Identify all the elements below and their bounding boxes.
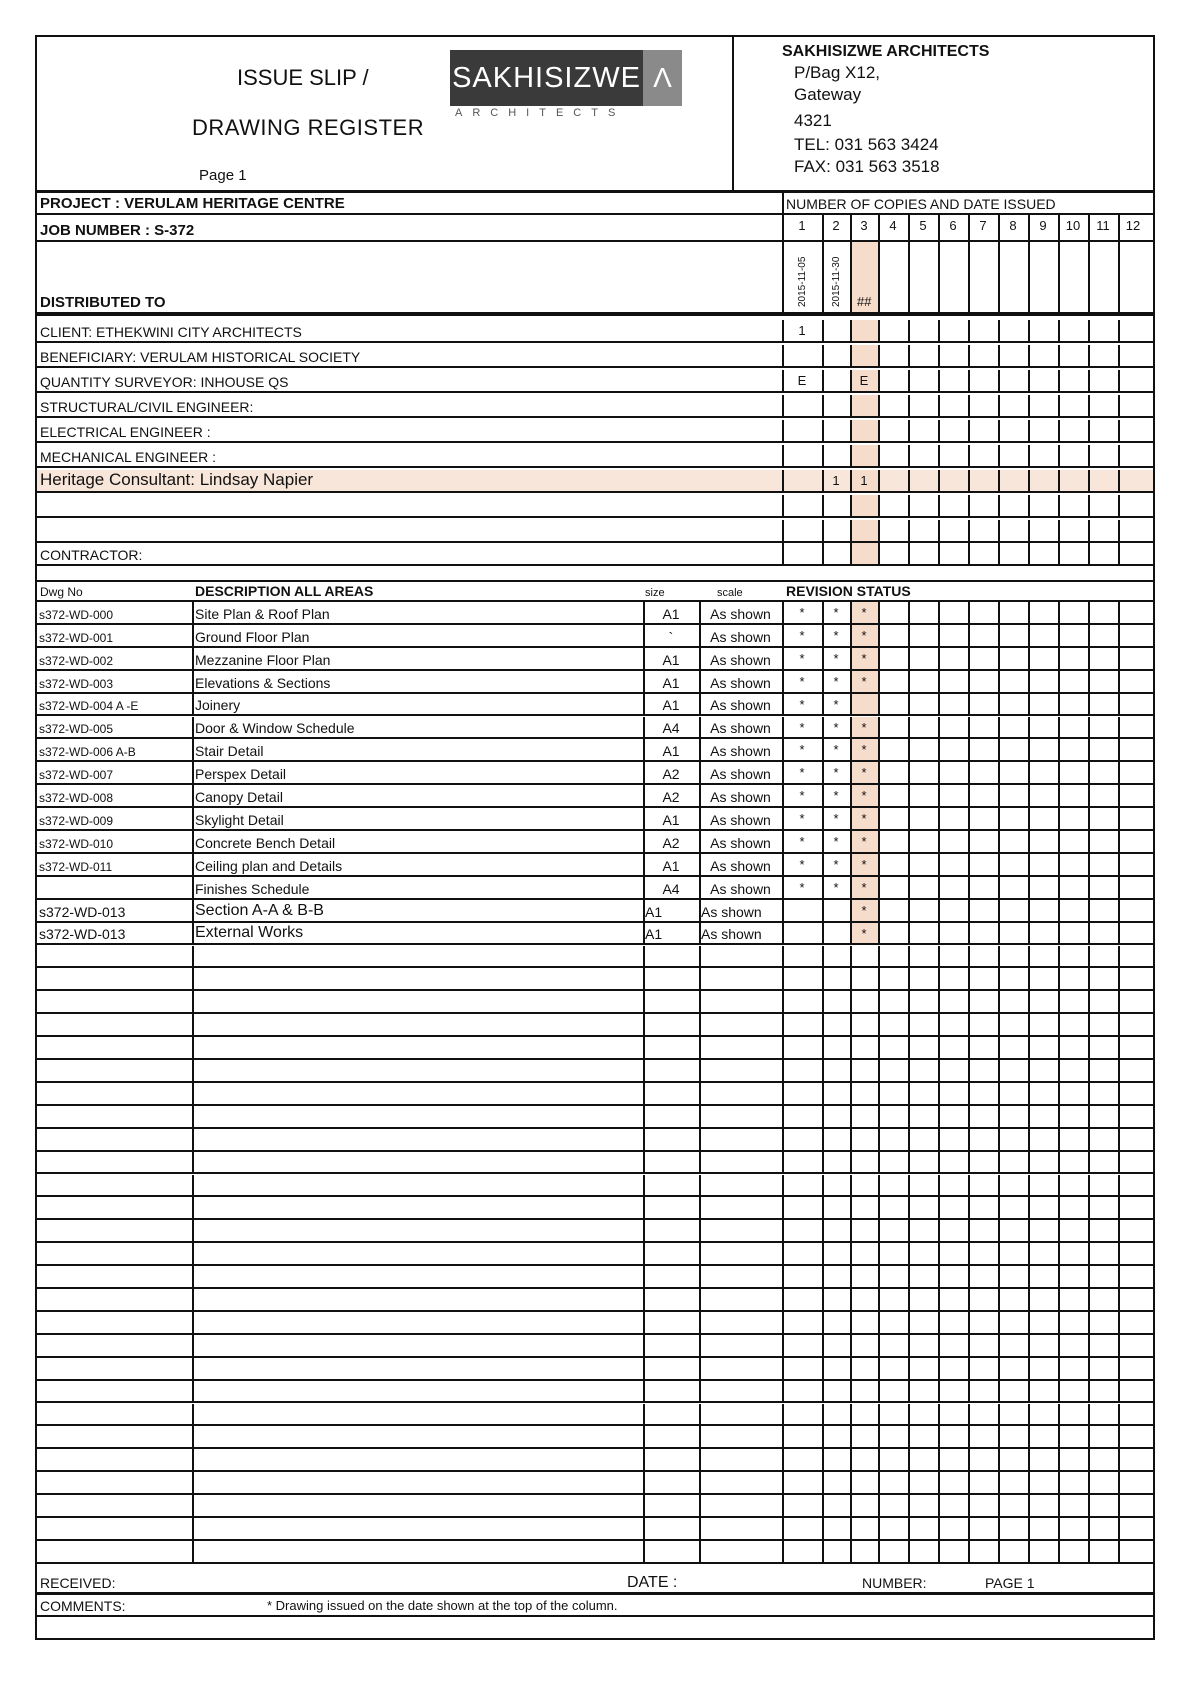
issue-3-highlight <box>852 395 878 416</box>
drawing-size: A1 <box>662 605 680 622</box>
blank-drawing-row <box>37 1449 1153 1472</box>
blank-drawing-row <box>37 1175 1153 1198</box>
distribution-row <box>37 345 1153 368</box>
distribution-row <box>37 420 1153 443</box>
drawing-row <box>37 762 1153 785</box>
copies-issue-1: 1 <box>798 323 806 338</box>
copy-column-number: 7 <box>979 218 987 233</box>
blank-drawing-row <box>37 1014 1153 1037</box>
project-row <box>37 190 1153 215</box>
drawing-size: A2 <box>662 789 680 806</box>
drawing-size: A1 <box>662 651 680 668</box>
revision-issue-1: * <box>799 788 805 804</box>
drawing-scale: As shown <box>710 880 771 897</box>
revision-issue-3: * <box>861 627 867 643</box>
dwg-no-header: Dwg No <box>40 585 83 599</box>
drawing-row <box>37 625 1153 648</box>
revision-issue-1: * <box>799 856 805 872</box>
drawing-description: Canopy Detail <box>195 789 283 806</box>
firm-logo <box>450 50 682 106</box>
copy-column-number: 2 <box>832 218 840 233</box>
drawing-scale: As shown <box>710 766 771 783</box>
drawing-row <box>37 923 1153 946</box>
blank-drawing-row <box>37 1197 1153 1220</box>
drawing-size: A1 <box>662 697 680 714</box>
issue-3-highlight <box>852 520 878 541</box>
revision-issue-1: * <box>799 650 805 666</box>
drawing-description: External Works <box>195 924 304 942</box>
logo-text: SAKHISIZWE <box>450 50 643 106</box>
blank-drawing-row <box>37 1335 1153 1358</box>
drawing-row <box>37 648 1153 671</box>
revision-issue-2: * <box>833 605 839 620</box>
drawing-number: s372-WD-002 <box>39 653 114 668</box>
revision-issue-1: * <box>799 742 805 758</box>
drawing-size: A1 <box>662 743 680 760</box>
title-line-2: DRAWING REGISTER <box>192 115 425 140</box>
job-number-row <box>37 215 1153 242</box>
revision-issue-3: * <box>861 856 867 872</box>
drawing-description: Perspex Detail <box>195 766 287 783</box>
revision-issue-2: * <box>833 811 839 827</box>
blank-drawing-row <box>37 1312 1153 1335</box>
sheet-header <box>37 37 1153 193</box>
issue-3-highlight <box>852 694 878 715</box>
revision-issue-3: * <box>861 879 867 895</box>
drawing-number: s372-WD-008 <box>39 791 114 806</box>
revision-issue-3: * <box>861 650 867 666</box>
revision-issue-2: * <box>833 719 839 735</box>
revision-issue-3: * <box>861 925 867 941</box>
comments-blank-row <box>37 1617 1153 1638</box>
copies-issue-3: E <box>859 373 869 388</box>
distribution-row <box>37 470 1153 493</box>
revision-issue-1: * <box>799 834 805 849</box>
drawing-row <box>37 785 1153 808</box>
revision-issue-2: * <box>833 627 839 643</box>
drawing-description: Joinery <box>195 697 241 714</box>
drawing-scale: As shown <box>710 651 771 668</box>
drawing-number: s372-WD-001 <box>39 630 114 645</box>
copies-issue-2: 1 <box>832 473 840 488</box>
blank-drawing-row <box>37 1266 1153 1289</box>
drawing-scale: As shown <box>710 743 771 760</box>
revision-status-header: REVISION STATUS <box>786 583 911 599</box>
drawing-row <box>37 671 1153 694</box>
revision-issue-3: * <box>861 788 867 804</box>
blank-drawing-row <box>37 1518 1153 1541</box>
drawing-size: ` <box>668 628 674 645</box>
comments-label: COMMENTS: <box>40 1598 126 1614</box>
blank-drawing-row <box>37 946 1153 969</box>
drawing-size: A1 <box>662 674 680 691</box>
distribution-row <box>37 543 1153 566</box>
drawing-scale: As shown <box>710 628 771 645</box>
blank-drawing-row <box>37 1472 1153 1495</box>
copy-column-number: 11 <box>1096 218 1110 233</box>
distribution-row <box>37 370 1153 393</box>
logo-mark-icon: Λ <box>643 50 682 106</box>
drawing-row <box>37 900 1153 923</box>
blank-drawing-row <box>37 1404 1153 1427</box>
blank-drawing-row <box>37 968 1153 991</box>
firm-name: SAKHISIZWE ARCHITECTS <box>782 43 990 60</box>
drawing-size: A1 <box>645 926 663 943</box>
drawing-description: Mezzanine Floor Plan <box>195 651 331 668</box>
drawing-description: Concrete Bench Detail <box>195 834 336 851</box>
blank-drawing-row <box>37 1152 1153 1175</box>
drawing-size: A1 <box>662 857 680 874</box>
drawing-description: Ceiling plan and Details <box>195 857 343 874</box>
copy-column-number: 10 <box>1065 218 1081 233</box>
issue-3-highlight <box>852 345 878 366</box>
drawing-scale: As shown <box>701 903 762 920</box>
revision-issue-1: * <box>799 627 805 643</box>
comments-row <box>37 1595 1153 1617</box>
revision-issue-1: * <box>799 879 805 895</box>
drawing-row <box>37 717 1153 740</box>
address-line: 4321 <box>794 111 832 130</box>
copy-column-number: 6 <box>949 218 957 233</box>
issue-3-highlight <box>852 445 878 466</box>
drawing-size: A4 <box>662 720 680 737</box>
revision-issue-2: * <box>833 742 839 758</box>
drawing-scale: As shown <box>710 834 771 851</box>
revision-issue-2: * <box>833 696 839 712</box>
distribution-row <box>37 495 1153 518</box>
drawing-row <box>37 808 1153 831</box>
revision-issue-2: * <box>833 788 839 804</box>
drawing-row <box>37 831 1153 854</box>
drawing-number: s372-WD-011 <box>39 859 113 874</box>
revision-issue-2: * <box>833 834 839 849</box>
blank-drawing-row <box>37 1243 1153 1266</box>
number-label: NUMBER: <box>862 1575 927 1591</box>
copy-column-number: 3 <box>860 218 868 233</box>
drawing-size: A1 <box>662 811 680 828</box>
drawing-number: s372-WD-005 <box>39 722 114 737</box>
blank-drawing-row <box>37 1037 1153 1060</box>
recipient-name: ELECTRICAL ENGINEER : <box>40 424 211 440</box>
blank-drawing-row <box>37 1381 1153 1404</box>
drawing-size: A4 <box>662 880 680 897</box>
revision-issue-2: * <box>833 765 839 781</box>
drawing-description: Stair Detail <box>195 743 264 760</box>
copy-column-number: 4 <box>889 218 897 233</box>
recipient-name: CLIENT: ETHEKWINI CITY ARCHITECTS <box>40 324 302 340</box>
recipient-name: CONTRACTOR: <box>40 547 143 563</box>
scale-header: scale <box>717 587 743 599</box>
drawing-size: A2 <box>662 834 680 851</box>
issue-3-highlight <box>852 543 878 564</box>
issue-date: ## <box>856 294 872 309</box>
copies-label: NUMBER OF COPIES AND DATE ISSUED <box>786 196 1056 212</box>
revision-issue-1: * <box>799 673 805 689</box>
drawing-size: A1 <box>645 903 663 920</box>
page-label: Page 1 <box>199 167 247 184</box>
copies-issue-3: 1 <box>860 473 868 488</box>
distribution-row <box>37 445 1153 468</box>
recipient-name: BENEFICIARY: VERULAM HISTORICAL SOCIETY <box>40 349 361 365</box>
revision-issue-2: * <box>833 879 839 895</box>
blank-drawing-row <box>37 1083 1153 1106</box>
blank-drawing-row <box>37 1541 1153 1564</box>
issue-note: * Drawing issued on the date shown at the top of the column. <box>267 1598 618 1613</box>
distribution-row <box>37 320 1153 343</box>
drawing-description: Elevations & Sections <box>195 674 331 691</box>
drawing-size: A2 <box>662 766 680 783</box>
recipient-name: Heritage Consultant: Lindsay Napier <box>40 470 314 489</box>
revision-issue-1: * <box>799 811 805 827</box>
revision-issue-3: * <box>861 719 867 735</box>
drawing-scale: As shown <box>710 789 771 806</box>
drawing-description: Ground Floor Plan <box>195 628 310 645</box>
size-header: size <box>645 587 665 599</box>
copy-column-number: 8 <box>1009 218 1017 233</box>
revision-issue-1: * <box>799 696 805 712</box>
received-label: RECEIVED: <box>40 1575 116 1591</box>
drawing-row <box>37 739 1153 762</box>
drawing-description: Door & Window Schedule <box>195 720 355 737</box>
drawing-number: s372-WD-004 A -E <box>39 699 139 714</box>
issue-3-highlight <box>852 495 878 516</box>
drawing-scale: As shown <box>710 697 771 714</box>
address-line: Gateway <box>794 85 862 104</box>
drawing-number: s372-WD-003 <box>39 676 114 691</box>
drawing-row <box>37 694 1153 717</box>
copy-column-number: 5 <box>919 218 927 233</box>
distributed-to-label: DISTRIBUTED TO <box>40 294 166 311</box>
drawing-description: Section A-A & B-B <box>195 901 324 919</box>
drawings-header-row <box>37 580 1153 602</box>
revision-issue-3: * <box>861 902 867 918</box>
blank-drawing-row <box>37 1426 1153 1449</box>
address-line: P/Bag X12, <box>794 63 881 82</box>
distribution-row <box>37 395 1153 418</box>
blank-drawing-row <box>37 1060 1153 1083</box>
drawing-row <box>37 877 1153 900</box>
revision-issue-1: * <box>799 719 805 735</box>
blank-drawing-row <box>37 1358 1153 1381</box>
revision-issue-3: * <box>861 765 867 781</box>
logo-subtitle: ARCHITECTS <box>455 107 626 119</box>
copy-column-number: 1 <box>798 218 806 233</box>
drawing-number: s372-WD-010 <box>39 836 114 851</box>
blank-drawing-row <box>37 1289 1153 1312</box>
revision-issue-3: * <box>861 605 867 620</box>
date-label: DATE : <box>627 1574 678 1591</box>
drawing-description: Finishes Schedule <box>195 880 310 897</box>
revision-issue-2: * <box>833 650 839 666</box>
drawing-scale: As shown <box>710 674 771 691</box>
drawing-number: s372-WD-009 <box>39 813 114 828</box>
blank-drawing-row <box>37 1129 1153 1152</box>
revision-issue-3: * <box>861 673 867 689</box>
revision-issue-1: * <box>799 765 805 781</box>
address-line: TEL: 031 563 3424 <box>794 135 939 154</box>
blank-drawing-row <box>37 1495 1153 1518</box>
title-block <box>37 37 734 190</box>
copies-issue-1: E <box>797 373 807 388</box>
issue-date: 2015-11-30 <box>831 256 842 307</box>
issue-3-highlight <box>852 420 878 441</box>
page-number-footer: PAGE 1 <box>985 1575 1035 1591</box>
blank-drawing-row <box>37 991 1153 1014</box>
drawing-number: s372-WD-000 <box>39 607 114 622</box>
recipient-name: MECHANICAL ENGINEER : <box>40 449 217 465</box>
copy-column-number: 12 <box>1125 218 1141 233</box>
drawing-description: Site Plan & Roof Plan <box>195 605 330 622</box>
revision-issue-3: * <box>861 742 867 758</box>
revision-issue-3: * <box>861 834 867 849</box>
description-header: DESCRIPTION ALL AREAS <box>195 583 374 599</box>
drawing-number: s372-WD-013 <box>39 926 126 943</box>
blank-drawing-row <box>37 1106 1153 1129</box>
distribution-row <box>37 520 1153 543</box>
issue-slip-sheet <box>35 35 1155 1640</box>
drawing-scale: As shown <box>710 857 771 874</box>
drawing-scale: As shown <box>710 605 771 622</box>
drawing-scale: As shown <box>701 926 762 943</box>
revision-issue-2: * <box>833 673 839 689</box>
drawing-row <box>37 854 1153 877</box>
drawing-scale: As shown <box>710 811 771 828</box>
copy-column-number: 9 <box>1039 218 1047 233</box>
issue-3-highlight <box>852 320 878 341</box>
drawing-row <box>37 602 1153 625</box>
issue-date: 2015-11-05 <box>797 256 808 307</box>
title-line-1: ISSUE SLIP / <box>237 65 369 90</box>
blank-drawing-row <box>37 1220 1153 1243</box>
drawing-scale: As shown <box>710 720 771 737</box>
job-number-label: JOB NUMBER : S-372 <box>40 222 195 239</box>
project-label: PROJECT : VERULAM HERITAGE CENTRE <box>40 195 345 212</box>
recipient-name: QUANTITY SURVEYOR: INHOUSE QS <box>40 374 289 390</box>
revision-issue-2: * <box>833 856 839 872</box>
revision-issue-3: * <box>861 811 867 827</box>
drawing-number: s372-WD-013 <box>39 903 126 920</box>
recipient-name: STRUCTURAL/CIVIL ENGINEER: <box>40 399 254 415</box>
drawing-number: s372-WD-006 A-B <box>39 745 136 760</box>
address-line: FAX: 031 563 3518 <box>794 157 940 176</box>
distributed-to-row <box>37 242 1153 316</box>
drawing-description: Skylight Detail <box>195 811 284 828</box>
received-row <box>37 1570 1153 1595</box>
revision-issue-1: * <box>799 605 805 620</box>
drawing-number: s372-WD-007 <box>39 768 114 783</box>
